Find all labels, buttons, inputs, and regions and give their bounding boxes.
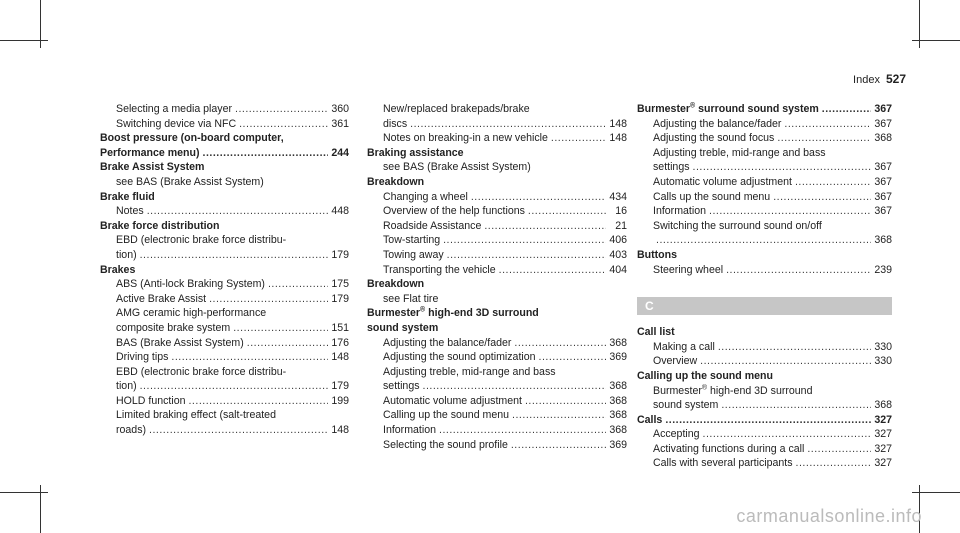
entry-text: tion) xyxy=(116,380,137,393)
index-entry-heading xyxy=(637,325,892,340)
index-entry xyxy=(367,248,627,263)
entry-page-number: 369 xyxy=(609,351,627,364)
entry-text: Roadside Assistance xyxy=(383,219,482,232)
index-entry xyxy=(100,204,349,219)
entry-text: Accepting xyxy=(653,428,700,441)
entry-text: Driving tips xyxy=(116,351,169,364)
index-entry xyxy=(100,248,349,263)
index-entry xyxy=(100,117,349,132)
section-title: Index xyxy=(853,74,880,86)
leader-dots xyxy=(777,131,871,146)
entry-page-number: 360 xyxy=(331,103,349,115)
watermark: carmanualsonline.info xyxy=(736,506,922,526)
page-header xyxy=(853,72,906,86)
index-entry-heading xyxy=(100,131,349,146)
entry-page-number: 367 xyxy=(874,161,892,174)
entry-text: EBD (electronic brake force distribu- xyxy=(116,234,287,247)
entry-text: Performance menu) xyxy=(100,146,200,159)
index-entry xyxy=(100,306,349,321)
entry-text: Burmester® surround sound system xyxy=(637,102,819,115)
index-entry xyxy=(637,456,892,471)
leader-dots xyxy=(443,233,606,248)
leader-dots xyxy=(203,146,329,161)
entry-page-number: 368 xyxy=(874,132,892,145)
entry-text: Adjusting the sound optimization xyxy=(383,351,536,364)
crop-mark xyxy=(0,40,48,41)
entry-page-number: 330 xyxy=(874,355,892,368)
index-entry xyxy=(637,354,892,369)
leader-dots xyxy=(423,379,606,394)
leader-dots xyxy=(784,117,871,132)
leader-dots xyxy=(147,204,328,219)
index-entry xyxy=(367,379,627,394)
leader-dots xyxy=(703,427,871,442)
index-entry-heading xyxy=(100,160,349,175)
index-entry xyxy=(637,117,892,132)
entry-text: Breakdown xyxy=(367,278,425,291)
leader-dots xyxy=(410,117,606,132)
index-entry xyxy=(100,379,349,394)
entry-page-number: 448 xyxy=(331,205,349,218)
entry-text: see BAS (Brake Assist System) xyxy=(116,175,264,188)
entry-text: Information xyxy=(653,205,706,218)
entry-page-number: 16 xyxy=(615,205,627,218)
leader-dots xyxy=(700,354,871,369)
entry-page-number: 367 xyxy=(874,117,892,130)
entry-text: see BAS (Brake Assist System) xyxy=(383,161,531,174)
leader-dots xyxy=(718,340,871,355)
entry-text: Burmester® high-end 3D surround xyxy=(367,306,539,320)
entry-text: EBD (electronic brake force distribu- xyxy=(116,365,287,378)
entry-text: Limited braking effect (salt-treated xyxy=(116,409,276,422)
leader-dots xyxy=(514,336,606,351)
entry-page-number: 148 xyxy=(331,424,349,437)
leader-dots xyxy=(726,263,871,278)
entry-page-number: 367 xyxy=(874,175,892,188)
entry-page-number: 368 xyxy=(609,380,627,393)
entry-page-number: 368 xyxy=(874,399,892,412)
entry-text: AMG ceramic high-performance xyxy=(116,307,267,320)
entry-page-number: 151 xyxy=(331,321,349,334)
index-entry xyxy=(100,408,349,423)
entry-page-number: 368 xyxy=(609,336,627,349)
index-entry xyxy=(100,336,349,351)
index-entry xyxy=(367,408,627,423)
leader-dots xyxy=(149,423,328,438)
entry-page-number: 368 xyxy=(609,394,627,407)
index-entry-heading xyxy=(367,277,627,292)
crop-mark xyxy=(912,492,960,493)
entry-text: Calls up the sound menu xyxy=(653,190,771,203)
index-entry-heading xyxy=(100,263,349,278)
entry-text: sound system xyxy=(367,321,439,334)
entry-text: Boost pressure (on-board computer, xyxy=(100,132,284,145)
entry-text: Brake Assist System xyxy=(100,161,205,174)
entry-text: Notes on breaking-in a new vehicle xyxy=(383,132,548,145)
entry-text: Adjusting the balance/fader xyxy=(653,117,782,130)
entry-text: Transporting the vehicle xyxy=(383,263,496,276)
entry-text: Buttons xyxy=(637,248,678,261)
index-entry-heading xyxy=(367,321,627,336)
index-entry-heading xyxy=(367,306,627,321)
index-entry xyxy=(367,365,627,380)
entry-text: Automatic volume adjustment xyxy=(653,175,792,188)
entry-page-number: 21 xyxy=(615,219,627,232)
crop-mark xyxy=(0,492,48,493)
index-entry xyxy=(637,398,892,413)
entry-text: Breakdown xyxy=(367,175,425,188)
entry-text: Calling up the sound menu xyxy=(637,369,773,382)
index-entry xyxy=(637,175,892,190)
entry-text: Calls xyxy=(637,413,663,426)
leader-dots xyxy=(239,117,328,132)
index-entry xyxy=(637,146,892,161)
leader-dots xyxy=(807,442,871,457)
leader-dots xyxy=(233,321,328,336)
index-entry xyxy=(367,394,627,409)
index-entry xyxy=(637,233,892,248)
entry-text: Switching device via NFC xyxy=(116,117,237,130)
leader-dots xyxy=(247,336,328,351)
entry-text: Burmester® high-end 3D surround xyxy=(653,383,813,397)
index-entry-heading xyxy=(637,102,892,117)
entry-text: Steering wheel xyxy=(653,263,724,276)
leader-dots xyxy=(447,248,606,263)
entry-page-number: 403 xyxy=(609,248,627,261)
entry-page-number: 369 xyxy=(609,438,627,451)
index-entry-heading xyxy=(367,175,627,190)
entry-text: Braking assistance xyxy=(367,146,464,159)
index-entry xyxy=(367,160,627,175)
entry-text: Selecting the sound profile xyxy=(383,438,508,451)
leader-dots xyxy=(484,219,606,234)
entry-text: Adjusting the sound focus xyxy=(653,132,775,145)
entry-page-number: 330 xyxy=(874,340,892,353)
entry-text: New/replaced brakepads/brake xyxy=(383,103,530,115)
leader-dots xyxy=(140,248,328,263)
entry-page-number: 368 xyxy=(874,234,892,247)
index-entry xyxy=(367,233,627,248)
entry-page-number: 179 xyxy=(331,292,349,305)
entry-text: discs xyxy=(383,117,408,130)
index-entry xyxy=(637,204,892,219)
leader-dots xyxy=(525,394,606,409)
index-entry xyxy=(367,350,627,365)
entry-page-number: 327 xyxy=(874,457,892,470)
entry-page-number: 368 xyxy=(609,424,627,437)
leader-dots xyxy=(171,350,328,365)
entry-text: Calls with several participants xyxy=(653,457,793,470)
index-entry xyxy=(367,219,627,234)
index-entry xyxy=(100,102,349,117)
index-entry xyxy=(100,423,349,438)
page-number: 527 xyxy=(885,72,906,86)
entry-text: Information xyxy=(383,424,436,437)
index-entry xyxy=(637,219,892,234)
entry-page-number: 148 xyxy=(331,351,349,364)
index-column-1 xyxy=(100,102,349,438)
index-entry-heading xyxy=(637,248,892,263)
index-entry xyxy=(100,233,349,248)
entry-page-number: 404 xyxy=(609,263,627,276)
index-group xyxy=(637,325,892,471)
entry-page-number: 176 xyxy=(331,336,349,349)
entry-text: settings xyxy=(383,380,420,393)
entry-page-number: 361 xyxy=(331,117,349,130)
index-entry xyxy=(637,442,892,457)
index-entry xyxy=(367,131,627,146)
index-entry-heading xyxy=(100,190,349,205)
entry-text: settings xyxy=(653,161,690,174)
index-entry-heading xyxy=(367,146,627,161)
leader-dots xyxy=(822,102,871,117)
index-entry-heading xyxy=(100,219,349,234)
entry-page-number: 406 xyxy=(609,234,627,247)
index-entry-heading xyxy=(100,146,349,161)
index-group xyxy=(637,102,892,277)
index-entry xyxy=(367,438,627,453)
leader-dots xyxy=(235,102,328,117)
index-entry xyxy=(100,394,349,409)
entry-text: Adjusting the balance/fader xyxy=(383,336,512,349)
entry-text: roads) xyxy=(116,424,147,437)
leader-dots xyxy=(140,379,328,394)
entry-text: Adjusting treble, mid-range and bass xyxy=(653,146,826,159)
entry-text: Brake fluid xyxy=(100,190,155,203)
leader-dots xyxy=(188,394,328,409)
index-entry xyxy=(367,423,627,438)
index-entry xyxy=(637,131,892,146)
leader-dots xyxy=(665,413,871,428)
entry-text: Calling up the sound menu xyxy=(383,409,510,422)
entry-text: Changing a wheel xyxy=(383,190,468,203)
entry-page-number: 327 xyxy=(874,413,892,426)
entry-page-number: 175 xyxy=(331,278,349,291)
index-entry xyxy=(637,190,892,205)
index-entry xyxy=(367,292,627,307)
entry-text: HOLD function xyxy=(116,394,186,407)
entry-text: see Flat tire xyxy=(383,292,439,305)
leader-dots xyxy=(512,408,606,423)
leader-dots xyxy=(511,438,606,453)
entry-text: tion) xyxy=(116,248,137,261)
index-entry xyxy=(100,175,349,190)
leader-dots xyxy=(268,277,328,292)
entry-page-number: 434 xyxy=(609,190,627,203)
index-entry xyxy=(367,117,627,132)
entry-text: Active Brake Assist xyxy=(116,292,207,305)
entry-text: Towing away xyxy=(383,248,444,261)
leader-dots xyxy=(656,233,871,248)
entry-page-number: 327 xyxy=(874,428,892,441)
index-entry xyxy=(367,336,627,351)
index-entry xyxy=(637,160,892,175)
entry-text: Brakes xyxy=(100,263,136,276)
index-entry xyxy=(100,350,349,365)
index-entry xyxy=(367,204,627,219)
entry-text: Call list xyxy=(637,326,675,339)
entry-page-number: 244 xyxy=(331,146,349,159)
entry-text: ABS (Anti-lock Braking System) xyxy=(116,278,265,291)
leader-dots xyxy=(209,292,328,307)
entry-text: Tow-starting xyxy=(383,234,441,247)
leader-dots xyxy=(499,263,606,278)
index-entry xyxy=(637,263,892,278)
index-entry xyxy=(637,340,892,355)
entry-page-number: 148 xyxy=(609,132,627,145)
leader-dots xyxy=(528,204,606,219)
leader-dots xyxy=(439,423,606,438)
index-entry xyxy=(367,263,627,278)
index-entry xyxy=(100,321,349,336)
index-entry xyxy=(100,292,349,307)
index-entry-heading xyxy=(637,413,892,428)
index-entry xyxy=(367,190,627,205)
entry-text: Overview of the help functions xyxy=(383,205,525,218)
entry-text: Adjusting treble, mid-range and bass xyxy=(383,365,556,378)
entry-text: Making a call xyxy=(653,340,715,353)
entry-text: sound system xyxy=(653,399,719,412)
entry-page-number: 179 xyxy=(331,248,349,261)
index-entry-heading xyxy=(637,369,892,384)
leader-dots xyxy=(796,456,871,471)
entry-page-number: 368 xyxy=(609,409,627,422)
leader-dots xyxy=(471,190,606,205)
leader-dots xyxy=(693,160,871,175)
leader-dots xyxy=(709,204,871,219)
entry-page-number: 367 xyxy=(874,103,892,115)
entry-text: Activating functions during a call xyxy=(653,442,805,455)
entry-page-number: 367 xyxy=(874,205,892,218)
entry-page-number: 327 xyxy=(874,442,892,455)
entry-page-number: 148 xyxy=(609,117,627,130)
leader-dots xyxy=(795,175,871,190)
entry-page-number: 239 xyxy=(874,263,892,276)
entry-text: Overview xyxy=(653,355,698,368)
entry-page-number: 367 xyxy=(874,190,892,203)
index-entry xyxy=(367,102,627,117)
entry-text: composite brake system xyxy=(116,321,231,334)
entry-text: Selecting a media player xyxy=(116,103,233,115)
leader-dots xyxy=(721,398,871,413)
entry-page-number: 179 xyxy=(331,380,349,393)
crop-mark xyxy=(912,40,960,41)
leader-dots xyxy=(539,350,606,365)
entry-text: Automatic volume adjustment xyxy=(383,394,522,407)
leader-dots xyxy=(773,190,871,205)
entry-page-number: 199 xyxy=(331,394,349,407)
index-entry xyxy=(100,277,349,292)
entry-text: BAS (Brake Assist System) xyxy=(116,336,244,349)
index-entry xyxy=(637,384,892,399)
index-entry xyxy=(100,365,349,380)
leader-dots xyxy=(551,131,606,146)
entry-text: Brake force distribution xyxy=(100,219,220,232)
entry-text: Switching the surround sound on/off xyxy=(653,219,822,232)
section-letter-heading: C xyxy=(637,297,892,315)
index-entry xyxy=(637,427,892,442)
entry-text: Notes xyxy=(116,205,144,218)
index-column-2 xyxy=(367,102,627,452)
index-column-3 xyxy=(637,102,892,471)
